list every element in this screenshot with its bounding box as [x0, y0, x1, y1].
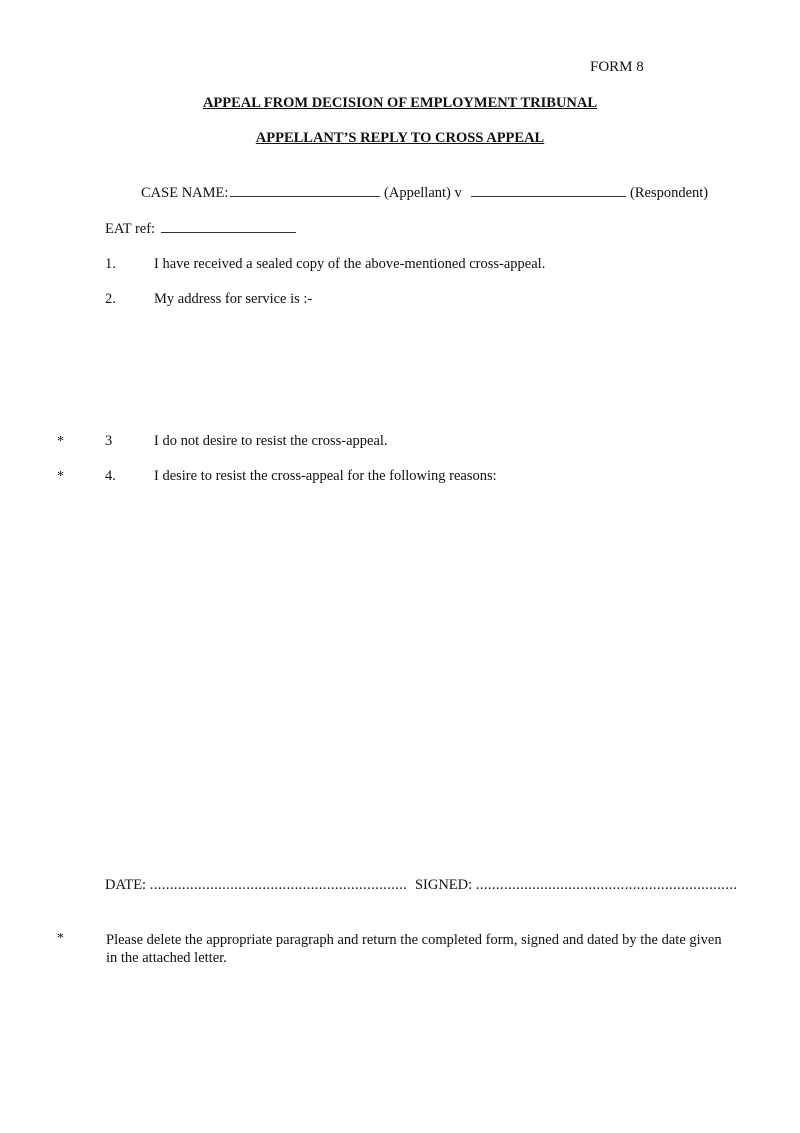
paragraph-1-text: I have received a sealed copy of the above-mentioned cross-appeal. — [154, 256, 546, 272]
footnote-text: Please delete the appropriate paragraph and return the completed form, signed and dated by the date given in the attached letter. — [106, 932, 722, 966]
paragraph-3-number: 3 — [105, 433, 113, 449]
date-field[interactable]: ................................................................ — [149, 877, 408, 893]
paragraph-2-text: My address for service is :- — [154, 291, 313, 307]
signature-line — [105, 877, 737, 894]
date-label: DATE: — [105, 877, 147, 893]
case-name-label: CASE NAME: — [141, 185, 229, 201]
paragraph-4-marker: * — [57, 469, 64, 484]
paragraph-3-text: I do not desire to resist the cross-appeal. — [154, 433, 388, 449]
appellant-name-field[interactable] — [230, 183, 380, 197]
signed-field[interactable]: ................................................................. — [475, 877, 738, 893]
case-name-line — [141, 183, 708, 202]
paragraph-3-marker: * — [57, 434, 64, 449]
footnote-marker: * — [57, 931, 64, 946]
appellant-label: (Appellant) v — [384, 185, 462, 201]
paragraph-4-text: I desire to resist the cross-appeal for the following reasons: — [154, 468, 497, 484]
eat-ref-field[interactable] — [161, 219, 296, 233]
respondent-label: (Respondent) — [630, 185, 709, 201]
document-subtitle: APPELLANT’S REPLY TO CROSS APPEAL — [255, 130, 545, 146]
paragraph-2-number: 2. — [105, 291, 116, 307]
eat-ref-line — [105, 219, 296, 238]
respondent-name-field[interactable] — [471, 183, 626, 197]
paragraph-1-number: 1. — [105, 256, 116, 272]
paragraph-4-number: 4. — [105, 468, 116, 484]
form-number: FORM 8 — [590, 59, 644, 75]
document-title: APPEAL FROM DECISION OF EMPLOYMENT TRIBUNAL — [202, 95, 598, 111]
eat-ref-label: EAT ref: — [105, 221, 156, 237]
signed-label: SIGNED: — [414, 877, 473, 893]
